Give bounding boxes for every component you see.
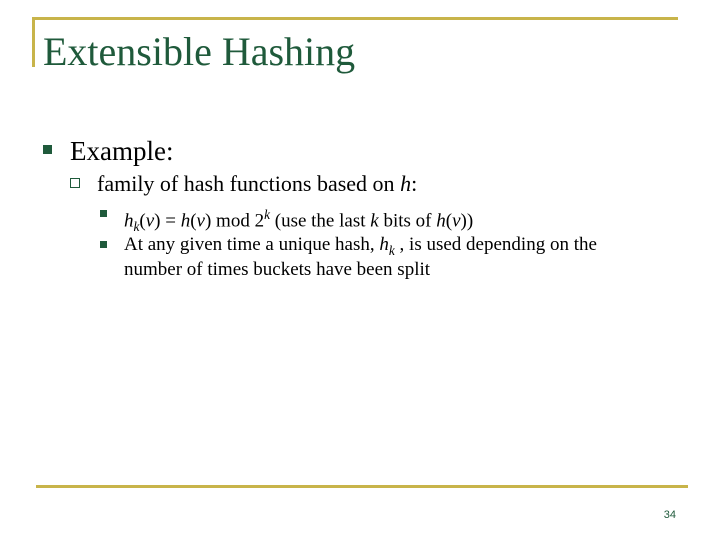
var-k: k [370, 210, 379, 232]
bullet-hollow-square-icon [70, 178, 80, 188]
text-segment: , is used depending on the [394, 234, 597, 255]
bullet-hash-family [97, 171, 417, 197]
frame-left-rule [32, 17, 35, 67]
text-segment: : [411, 171, 418, 196]
bullet-square-icon [100, 210, 107, 217]
text-segment: )) [460, 210, 474, 232]
var-k: k [388, 242, 395, 258]
var-h: h [180, 210, 191, 232]
var-h: h [436, 210, 446, 232]
text-segment: ( [445, 210, 453, 232]
page-number: 34 [663, 509, 676, 521]
frame-top-rule [32, 17, 678, 20]
text-segment: At any given time a unique hash, [124, 234, 380, 255]
text-segment: ( [139, 210, 146, 232]
var-k: k [264, 207, 270, 222]
bullet-unique-hash-continued: number of times buckets have been split [124, 259, 431, 280]
footer-rule [36, 485, 688, 488]
text-segment: (use the last [270, 210, 371, 232]
bullet-square-icon [43, 145, 52, 154]
page-title: Extensible Hashing [43, 29, 356, 74]
text-segment: bits of [378, 210, 437, 232]
text-segment: family of hash functions based on [97, 171, 401, 196]
var-h: h [379, 234, 389, 255]
var-v: v [452, 210, 461, 232]
var-h: h [124, 210, 134, 232]
var-v: v [196, 210, 205, 232]
var-v: v [145, 210, 155, 232]
bullet-example: Example: [70, 136, 174, 166]
var-k: k [133, 219, 140, 235]
var-h: h [400, 171, 412, 196]
text-segment: ) mod 2 [204, 210, 265, 232]
text-segment: ( [190, 210, 197, 232]
bullet-square-icon [100, 241, 107, 248]
text-segment: ) = [154, 210, 181, 232]
